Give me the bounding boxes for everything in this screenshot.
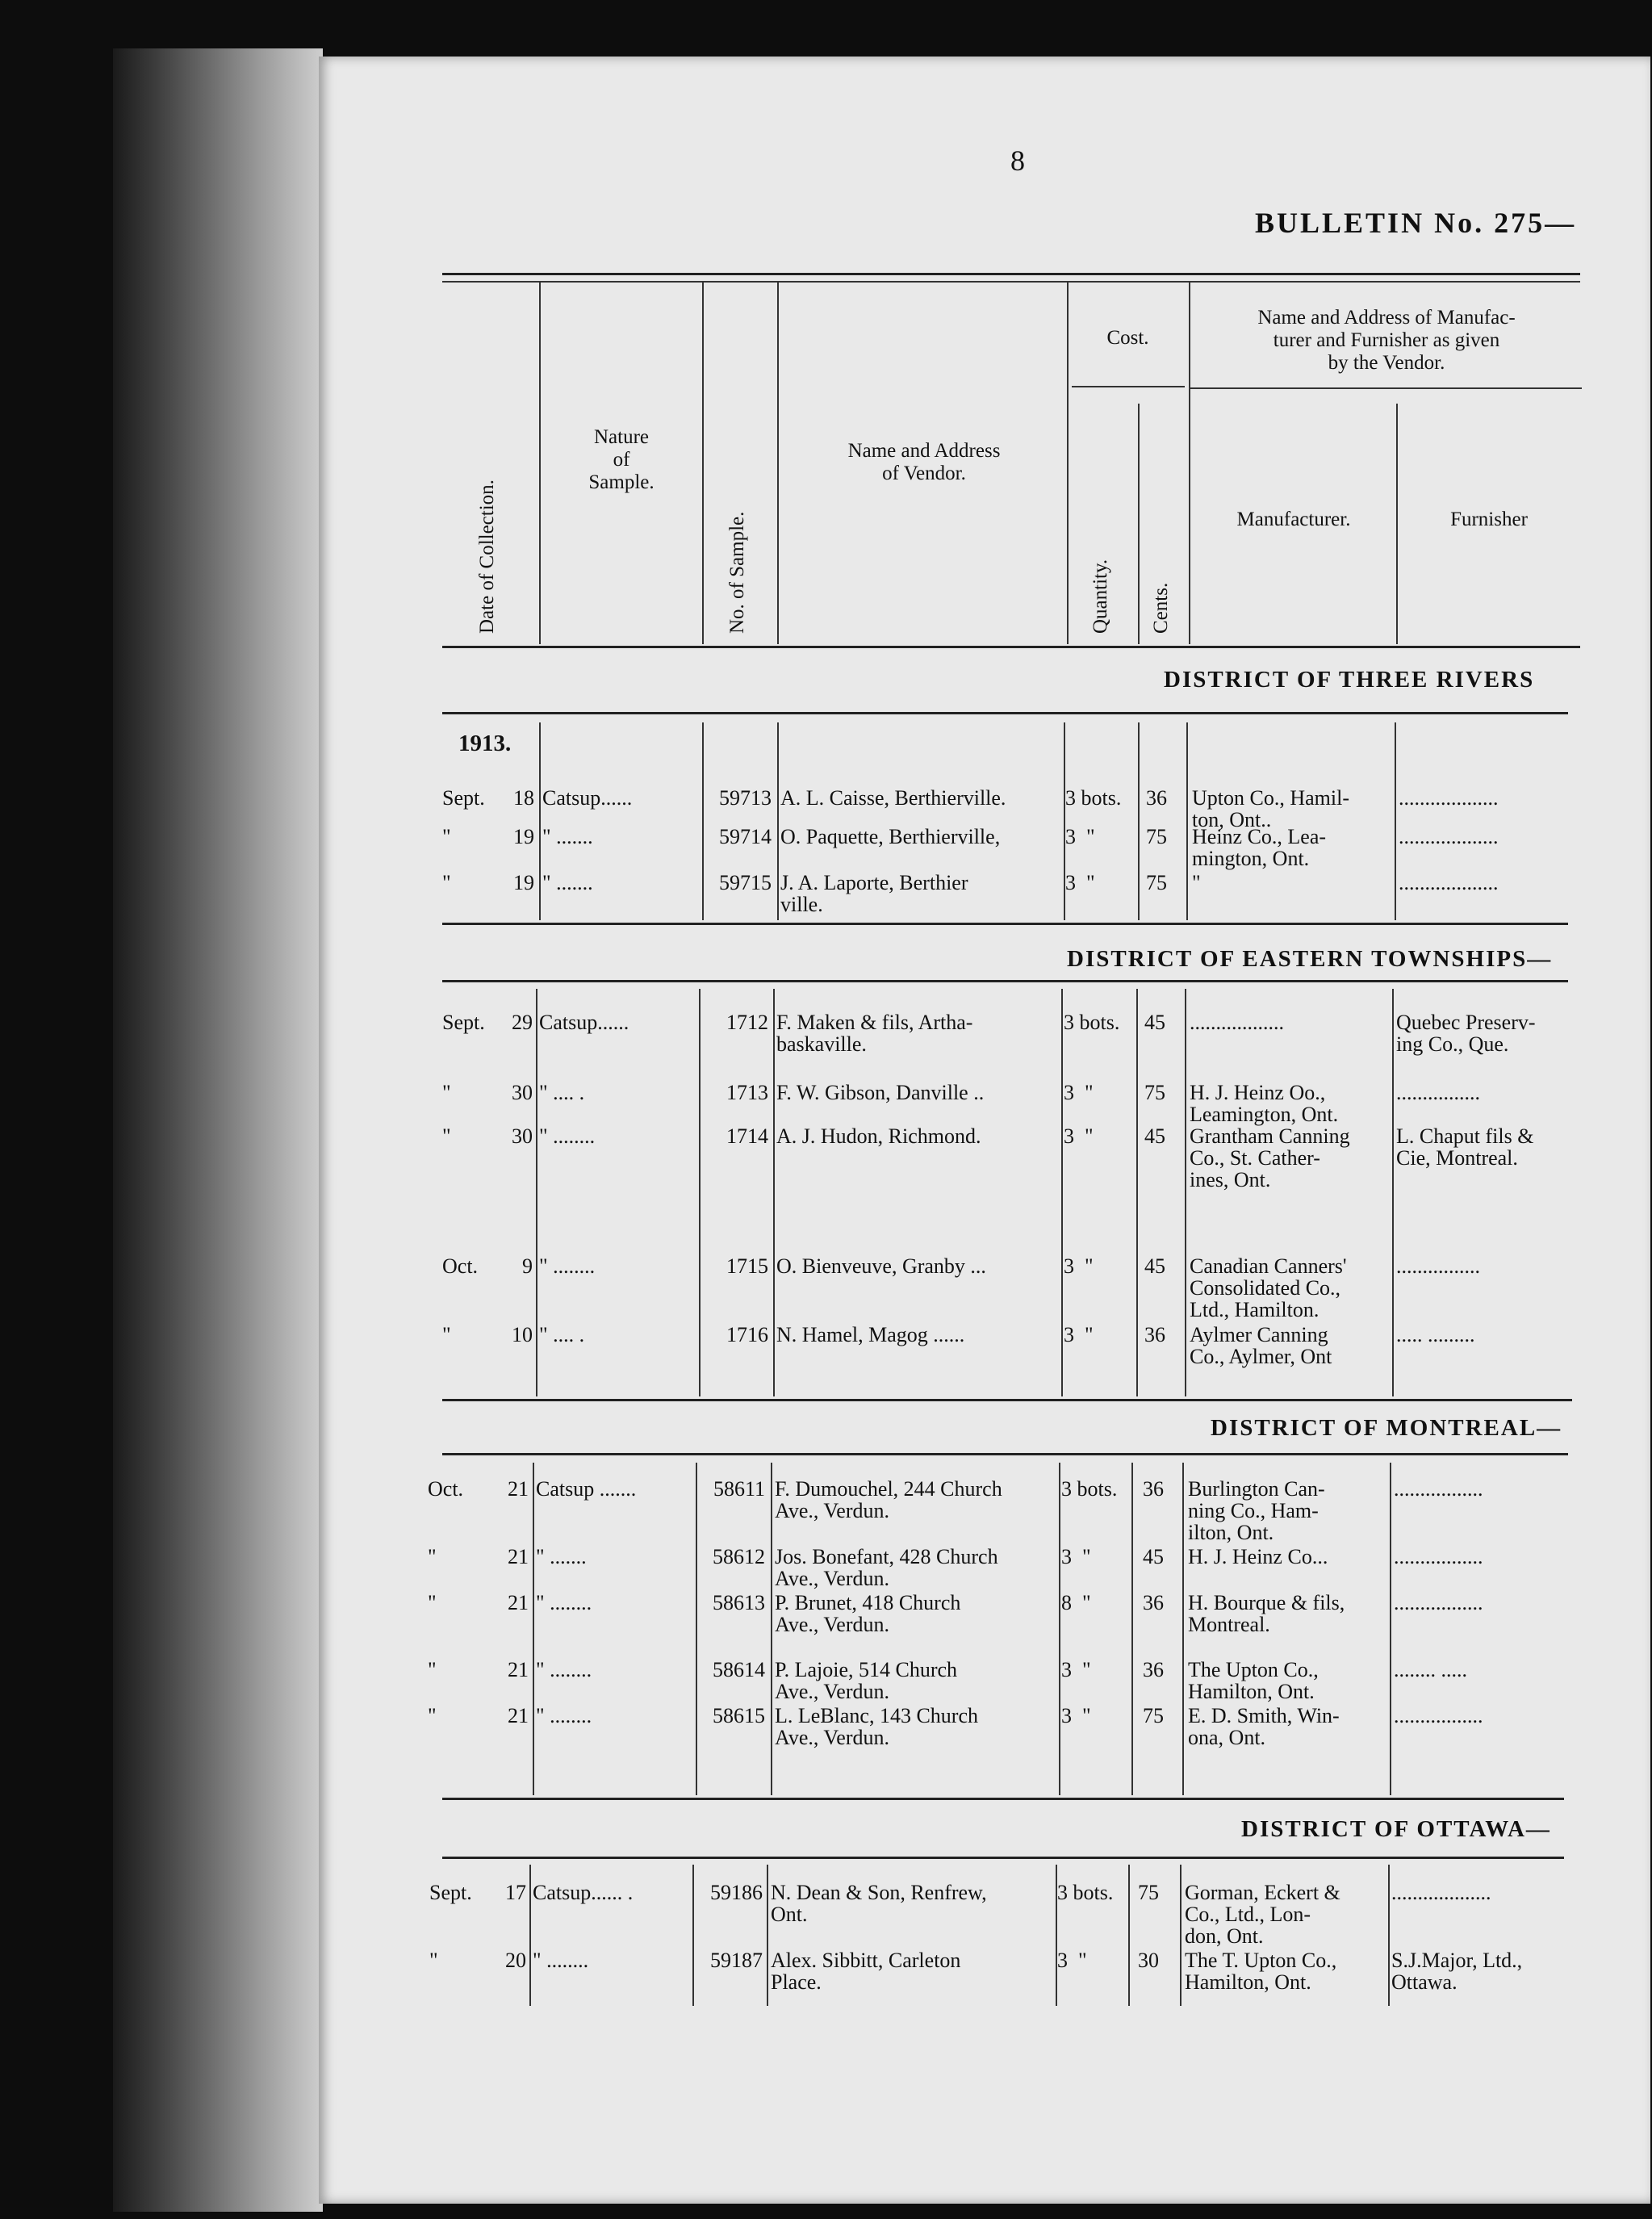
body-vline [771,1463,772,1795]
row-day: 9 [522,1254,533,1278]
row-quantity: 3 " [1061,1658,1091,1681]
body-vline [536,989,537,1396]
row-sample-no: 58612 [713,1545,765,1568]
row-day: 20 [505,1949,526,1972]
row-quantity: 3 " [1064,1323,1094,1346]
row-vendor: Alex. Sibbitt, Carleton Place. [771,1949,961,1994]
row-month: Sept. [442,786,485,810]
row-day: 10 [512,1323,533,1346]
row-sample-no: 58614 [713,1658,765,1681]
body-vline [1185,989,1186,1396]
row-nature: Catsup...... [539,1011,629,1034]
row-vendor: A. J. Hudon, Richmond. [776,1124,981,1148]
row-manufacturer: Upton Co., Hamil- ton, Ont.. [1192,786,1349,831]
district-heading: DISTRICT OF OTTAWA— [1241,1816,1551,1842]
row-vendor: J. A. Laporte, Berthier ville. [780,871,968,916]
row-day: 30 [512,1124,533,1148]
row-quantity: 3 " [1065,871,1095,894]
mfr-subrule [1190,387,1582,389]
row-furnisher: ................... [1391,1881,1491,1904]
header-vline [777,283,779,644]
body-vline [529,1865,531,2006]
body-vline [696,1463,697,1795]
row-manufacturer: The Upton Co., Hamilton, Ont. [1188,1658,1319,1703]
row-sample-no: 59714 [719,825,772,848]
row-furnisher: ................. [1394,1477,1483,1501]
row-nature: " .... . [539,1323,585,1346]
header-vline [1138,404,1140,644]
body-vline [1182,1463,1184,1795]
row-vendor: P. Brunet, 418 Church Ave., Verdun. [775,1591,961,1636]
row-quantity: 3 " [1065,825,1095,848]
row-cents: 75 [1146,825,1167,848]
row-furnisher: ..... ......... [1396,1323,1475,1346]
row-day: 21 [508,1591,529,1614]
row-cents: 45 [1144,1011,1165,1034]
bulletin-title: BULLETIN No. 275— [1255,207,1577,239]
table-top-rule [442,273,1580,275]
district-rule [442,1399,1572,1401]
district-rule [442,1453,1568,1455]
row-quantity: 3 " [1061,1545,1091,1568]
header-cents: Cents. [1150,582,1172,634]
row-quantity: 3 " [1057,1949,1087,1972]
row-manufacturer: H. J. Heinz Oo., Leamington, Ont. [1190,1081,1339,1126]
row-month: Oct. [442,1254,479,1278]
body-vline [1059,1463,1060,1795]
row-manufacturer: E. D. Smith, Win- ona, Ont. [1188,1704,1340,1749]
row-sample-no: 59715 [719,871,772,894]
row-quantity: 3 " [1064,1254,1094,1278]
row-cents: 75 [1138,1881,1159,1904]
row-day: 21 [508,1545,529,1568]
row-sample-no: 59186 [710,1881,763,1904]
row-furnisher: ................... [1399,871,1499,894]
row-nature: " ........ [536,1591,592,1614]
row-quantity: 3 bots. [1065,786,1122,810]
header-nature-of-sample [557,426,686,494]
page-number: 8 [1010,144,1025,177]
body-vline [1136,989,1138,1396]
district-rule [442,980,1568,982]
body-vline [1392,989,1394,1396]
body-vline [767,1865,768,2006]
district-rule [442,712,1568,714]
body-vline [1061,989,1063,1396]
row-day: 19 [513,871,534,894]
row-nature: " ........ [539,1124,596,1148]
row-sample-no: 1713 [726,1081,768,1104]
header-vendor [799,440,1049,485]
row-manufacturer: Canadian Canners' Consolidated Co., Ltd., Hamilton. [1190,1254,1347,1321]
row-day: 19 [513,825,534,848]
row-manufacturer: Heinz Co., Lea- mington, Ont. [1192,825,1327,870]
row-quantity: 3 bots. [1064,1011,1120,1034]
body-vline [1131,1463,1133,1795]
row-month: " [442,1124,451,1148]
row-day: 29 [512,1011,533,1034]
row-sample-no: 1715 [726,1254,768,1278]
row-furnisher: ................. [1394,1545,1483,1568]
district-rule [442,1798,1564,1800]
row-sample-no: 58611 [713,1477,765,1501]
row-nature: Catsup ....... [536,1477,637,1501]
row-furnisher: S.J.Major, Ltd., Ottawa. [1391,1949,1523,1994]
row-vendor: F. W. Gibson, Danville .. [776,1081,985,1104]
body-vline [773,989,775,1396]
row-nature: Catsup...... . [533,1881,634,1904]
row-furnisher: ................. [1394,1591,1483,1614]
row-vendor: N. Dean & Son, Renfrew, Ont. [771,1881,987,1926]
row-cents: 45 [1143,1545,1164,1568]
row-vendor: A. L. Caisse, Berthierville. [780,786,1006,810]
body-vline [1395,722,1396,920]
row-vendor: F. Dumouchel, 244 Church Ave., Verdun. [775,1477,1002,1522]
row-quantity: 3 " [1064,1081,1094,1104]
header-vline [1189,283,1190,644]
cost-subrule [1072,386,1185,387]
header-vline [1067,283,1069,644]
district-heading: DISTRICT OF MONTREAL— [1211,1415,1562,1441]
row-nature: " ........ [533,1949,589,1972]
row-month: " [442,1323,451,1346]
header-cost: Cost. [1106,327,1149,349]
header-mfr-group [1193,307,1580,375]
row-cents: 36 [1146,786,1167,810]
row-cents: 36 [1144,1323,1165,1346]
row-cents: 75 [1144,1081,1165,1104]
row-nature: Catsup...... [542,786,633,810]
header-no-of-sample: No. of Sample. [726,511,748,634]
row-quantity: 3 bots. [1061,1477,1118,1501]
row-furnisher: ................ [1396,1081,1480,1104]
row-nature: " ....... [536,1545,587,1568]
row-manufacturer: Grantham Canning Co., St. Cather- ines, Ont. [1190,1124,1350,1191]
row-month: Sept. [429,1881,472,1904]
row-nature: " ....... [542,871,593,894]
header-nature-text: Nature of Sample. [588,426,655,493]
row-vendor: N. Hamel, Magog ...... [776,1323,965,1346]
row-quantity: 3 " [1064,1124,1094,1148]
year-label: 1913. [458,731,512,756]
row-day: 21 [508,1477,529,1501]
district-heading: DISTRICT OF EASTERN TOWNSHIPS— [1067,946,1553,972]
row-day: 18 [513,786,534,810]
row-sample-no: 1714 [726,1124,768,1148]
row-manufacturer: Aylmer Canning Co., Aylmer, Ont [1190,1323,1332,1368]
row-month: Sept. [442,1011,485,1034]
header-quantity: Quantity. [1089,559,1111,634]
row-cents: 36 [1143,1477,1164,1501]
body-vline [1186,722,1188,920]
row-month: " [428,1658,437,1681]
row-cents: 36 [1143,1591,1164,1614]
row-day: 21 [508,1658,529,1681]
row-manufacturer: .................. [1190,1011,1284,1034]
row-furnisher: ................... [1399,786,1499,810]
row-month: Oct. [428,1477,464,1501]
body-vline [1390,1463,1391,1795]
header-manufacturer: Manufacturer. [1236,509,1351,530]
row-nature: " ....... [542,825,593,848]
row-sample-no: 59187 [710,1949,763,1972]
header-vline [702,283,704,644]
book-binding-shadow [113,48,323,2212]
row-sample-no: 58613 [713,1591,765,1614]
header-vline [539,283,541,644]
row-month: " [442,871,451,894]
header-mfr-group-text: Name and Address of Manufac- turer and Furnisher as given by the Vendor. [1257,307,1516,374]
body-vline [539,722,541,920]
row-vendor: L. LeBlanc, 143 Church Ave., Verdun. [775,1704,978,1749]
row-furnisher: ................ [1396,1254,1480,1278]
header-vendor-text: Name and Address of Vendor. [847,440,1001,484]
body-vline [1388,1865,1390,2006]
row-manufacturer: H. Bourque & fils, Montreal. [1188,1591,1345,1636]
row-cents: 75 [1146,871,1167,894]
row-cents: 45 [1144,1124,1165,1148]
row-quantity: 3 " [1061,1704,1091,1727]
row-vendor: Jos. Bonefant, 428 Church Ave., Verdun. [775,1545,998,1590]
row-month: " [429,1949,438,1972]
row-day: 17 [505,1881,526,1904]
row-sample-no: 59713 [719,786,772,810]
row-manufacturer: " [1192,871,1201,894]
row-nature: " ........ [536,1704,592,1727]
row-vendor: F. Maken & fils, Artha- baskaville. [776,1011,973,1056]
row-furnisher: ................. [1394,1704,1483,1727]
body-vline [1128,1865,1130,2006]
table-top-rule-2 [442,281,1580,283]
row-month: " [442,1081,451,1104]
row-manufacturer: Burlington Can- ning Co., Ham- ilton, Ont. [1188,1477,1325,1544]
row-nature: " ........ [536,1658,592,1681]
row-vendor: O. Bienveuve, Granby ... [776,1254,986,1278]
row-furnisher: L. Chaput fils & Cie, Montreal. [1396,1124,1534,1170]
body-vline [1180,1865,1181,2006]
row-sample-no: 1716 [726,1323,768,1346]
header-furnisher: Furnisher [1450,509,1528,530]
district-rule [442,923,1568,925]
header-vline [1396,404,1398,644]
row-cents: 75 [1143,1704,1164,1727]
row-day: 21 [508,1704,529,1727]
row-sample-no: 58615 [713,1704,765,1727]
row-month: " [428,1545,437,1568]
header-bottom-rule [442,646,1580,648]
row-vendor: O. Paquette, Berthierville, [780,825,1001,848]
row-month: " [428,1591,437,1614]
row-cents: 30 [1138,1949,1159,1972]
row-nature: " ........ [539,1254,596,1278]
row-furnisher: ........ ..... [1394,1658,1467,1681]
body-vline [777,722,779,920]
row-month: " [442,825,451,848]
row-vendor: P. Lajoie, 514 Church Ave., Verdun. [775,1658,958,1703]
district-heading: DISTRICT OF THREE RIVERS [1164,667,1535,693]
row-sample-no: 1712 [726,1011,768,1034]
row-month: " [428,1704,437,1727]
row-manufacturer: Gorman, Eckert & Co., Ltd., Lon- don, Ont. [1185,1881,1340,1948]
row-manufacturer: H. J. Heinz Co... [1188,1545,1328,1568]
row-cents: 45 [1144,1254,1165,1278]
row-nature: " .... . [539,1081,585,1104]
body-vline [533,1463,534,1795]
row-day: 30 [512,1081,533,1104]
row-quantity: 8 " [1061,1591,1091,1614]
row-furnisher: ................... [1399,825,1499,848]
district-rule [442,1857,1564,1859]
header-date-of-collection: Date of Collection. [476,479,498,634]
body-vline [1138,722,1140,920]
row-cents: 36 [1143,1658,1164,1681]
row-furnisher: Quebec Preserv- ing Co., Que. [1396,1011,1536,1056]
row-manufacturer: The T. Upton Co., Hamilton, Ont. [1185,1949,1337,1994]
row-quantity: 3 bots. [1057,1881,1114,1904]
